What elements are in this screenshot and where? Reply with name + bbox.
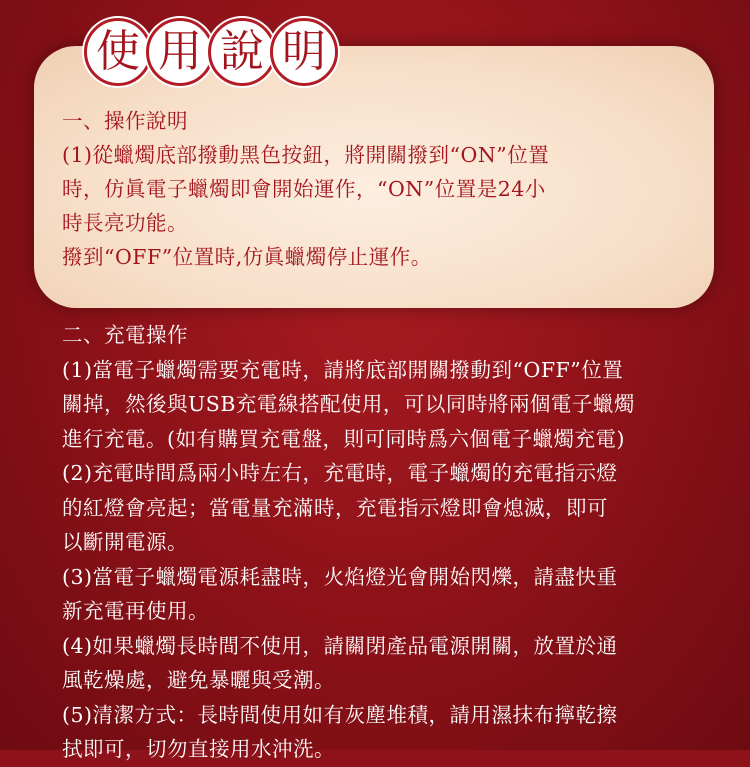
instruction-line: (2)充電時間爲兩小時左右，充電時，電子蠟燭的充電指示燈 <box>62 461 618 485</box>
section-heading: 一、操作說明 <box>62 109 188 133</box>
instruction-line: 拭即可，切勿直接用水沖洗。 <box>62 737 335 761</box>
instruction-line: 的紅燈會亮起；當電量充滿時，充電指示燈即會熄滅，即可 <box>62 495 608 520</box>
instruction-line: 風乾燥處，避免暴曬與受潮。 <box>62 668 335 692</box>
instruction-line: (3)當電子蠟燭電源耗盡時，火焰燈光會開始閃爍，請盡快重 <box>62 564 618 589</box>
section-heading: 二、充電操作 <box>62 323 188 347</box>
instruction-line: 時長亮功能。 <box>62 211 188 235</box>
instruction-line: 撥到“OFF”位置時,仿眞蠟燭停止運作。 <box>62 245 432 269</box>
instruction-line: (4)如果蠟燭長時間不使用，請關閉產品電源開關，放置於通 <box>62 633 618 658</box>
instruction-line: (5)清潔方式：長時間使用如有灰塵堆積，請用濕抹布擰乾擦 <box>62 702 618 727</box>
title-char: 用 <box>146 18 214 86</box>
instruction-line: 以斷開電源。 <box>62 530 188 554</box>
instruction-line: 時，仿眞電子蠟燭即會開始運作，“ON”位置是24小 <box>62 177 546 201</box>
page-title <box>84 18 332 86</box>
charging-section <box>62 318 712 767</box>
title-char: 說 <box>208 18 276 86</box>
instruction-line: 關掉，然後與USB充電線搭配使用，可以同時將兩個電子蠟燭 <box>62 392 635 416</box>
instruction-line: 新充電再使用。 <box>62 599 209 623</box>
title-char: 使 <box>84 18 152 86</box>
instruction-line: 進行充電。(如有購買充電盤，則可同時爲六個電子蠟燭充電) <box>62 426 625 451</box>
instruction-line: (1)從蠟燭底部撥動黑色按鈕，將開關撥到“ON”位置 <box>62 143 550 167</box>
instruction-line: (1)當電子蠟燭需要充電時，請將底部開關撥動到“OFF”位置 <box>62 357 624 382</box>
title-char: 明 <box>270 18 338 86</box>
operation-section <box>62 104 702 274</box>
